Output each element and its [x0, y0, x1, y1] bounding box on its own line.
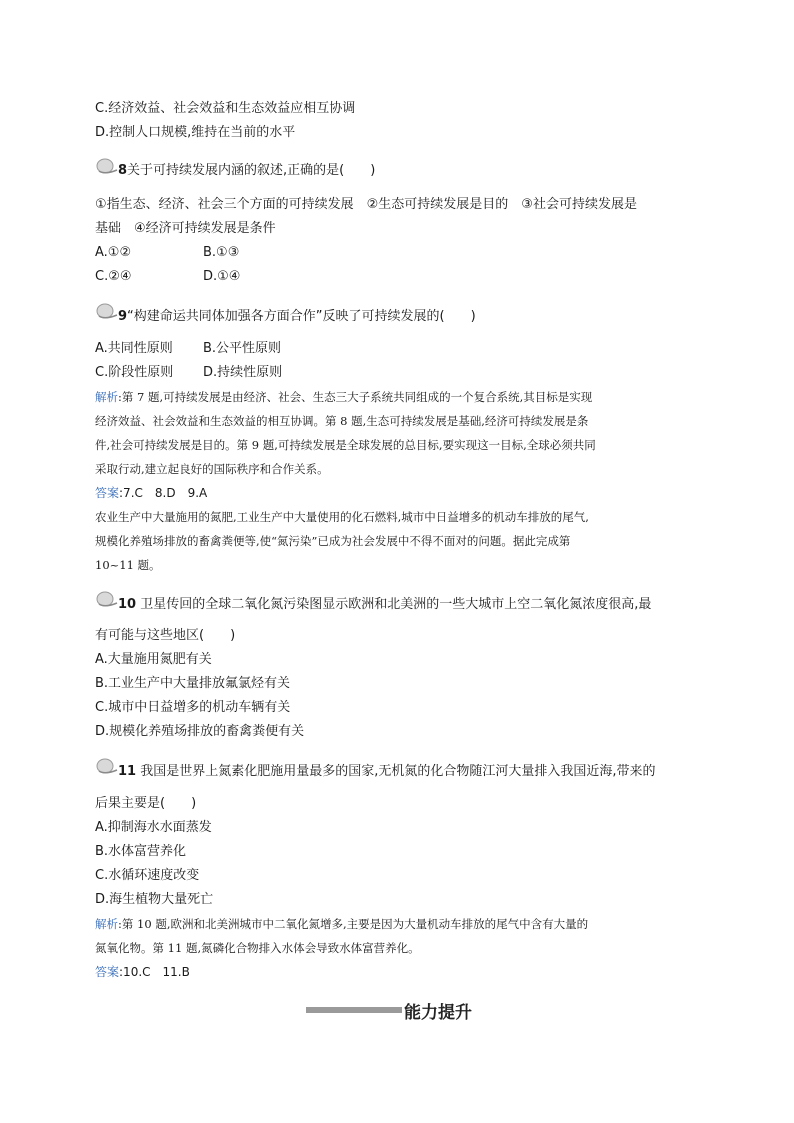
question-8-option-b: B.①③: [203, 245, 240, 260]
analysis-1-line4: 采取行动,建立起良好的国际秩序和合作关系。: [95, 462, 329, 476]
analysis-2-line1: 解析:第 10 题,欧洲和北美洲城市中二氧化氮增多,主要是因为大量机动车排放的尾气中含有大量的: [95, 917, 589, 931]
question-9-header: [118, 309, 476, 325]
question-8-option-d: D.①④: [203, 269, 241, 284]
question-8-statements-line2: 基础 ④经济可持续发展是条件: [95, 221, 276, 236]
question-10-option-c: C.城市中日益增多的机动车辆有关: [95, 700, 291, 715]
question-9-stem: “构建命运共同体加强各方面合作”反映了可持续发展的( ): [127, 309, 476, 324]
material-line2: 规模化养殖场排放的畜禽粪便等,使“氮污染”已成为社会发展中不得不面对的问题。据此完成第: [95, 534, 571, 548]
analysis-label: 解析: [95, 390, 118, 404]
answer-label: 答案: [95, 486, 120, 500]
analysis-2-line2: 氮氧化物。第 11 题,氮磷化合物排入水体会导致水体富营养化。: [95, 941, 420, 955]
question-11-option-b: B.水体富营养化: [95, 844, 187, 859]
section-bar: [306, 1007, 402, 1013]
question-10-number: 10: [118, 597, 137, 612]
option-d-prev: D.控制人口规模,维持在当前的水平: [95, 125, 296, 140]
question-9-option-b: B.公平性原则: [203, 341, 282, 356]
question-10-option-a: A.大量施用氮肥有关: [95, 652, 212, 667]
question-9-option-d: D.持续性原则: [203, 365, 283, 380]
section-heading: [306, 998, 472, 1022]
question-10-option-b: B.工业生产中大量排放氟氯烃有关: [95, 676, 291, 691]
answer-label: 答案: [95, 965, 120, 979]
question-8-stem: 关于可持续发展内涵的叙述,正确的是( ): [127, 163, 376, 178]
question-9-option-a: A.共同性原则: [95, 341, 173, 356]
question-10-stem-line2: 有可能与这些地区( ): [95, 628, 236, 643]
section-title: 能力提升: [404, 1002, 472, 1023]
question-10-header: [118, 597, 651, 613]
question-10-option-d: D.规模化养殖场排放的畜禽粪便有关: [95, 724, 305, 739]
question-8-option-a: A.①②: [95, 245, 132, 260]
question-11-option-d: D.海生植物大量死亡: [95, 892, 214, 907]
analysis-label: 解析: [95, 917, 118, 931]
answer-2: 答案:10.C 11.B: [95, 965, 190, 979]
question-11-number: 11: [118, 764, 137, 779]
question-11-stem-line2: 后果主要是( ): [95, 796, 197, 811]
analysis-1-line3: 件,社会可持续发展是目的。第 9 题,可持续发展是全球发展的总目标,要实现这一目标,全球必须共同: [95, 438, 596, 452]
analysis-1-line1: 解析:第 7 题,可持续发展是由经济、社会、生态三大子系统共同组成的一个复合系统,其目标是实现: [95, 390, 593, 404]
question-8-number: 8: [118, 163, 128, 178]
question-11-header: [118, 764, 656, 780]
question-11-stem-line1: 我国是世界上氮素化肥施用量最多的国家,无机氮的化合物随江河大量排入我国近海,带来的: [140, 764, 656, 779]
answer-1: 答案:7.C 8.D 9.A: [95, 486, 208, 500]
analysis-1-line2: 经济效益、社会效益和生态效益的相互协调。第 8 题,生态可持续发展是基础,经济可持续发展是条: [95, 414, 589, 428]
option-c-prev: C.经济效益、社会效益和生态效益应相互协调: [95, 101, 356, 116]
question-8-header: [118, 163, 375, 179]
question-9-option-c: C.阶段性原则: [95, 365, 174, 380]
question-11-option-c: C.水循环速度改变: [95, 868, 200, 883]
question-9-number: 9: [118, 309, 128, 324]
question-8-statements-line1: ①指生态、经济、社会三个方面的可持续发展 ②生态可持续发展是目的 ③社会可持续发展是: [95, 197, 637, 212]
material-line3: 10~11 题。: [95, 558, 161, 572]
question-10-stem-line1: 卫星传回的全球二氧化氮污染图显示欧洲和北美洲的一些大城市上空二氧化氮浓度很高,最: [140, 597, 652, 612]
question-8-option-c: C.②④: [95, 269, 132, 284]
material-line1: 农业生产中大量施用的氮肥,工业生产中大量使用的化石燃料,城市中日益增多的机动车排放的尾气,: [95, 510, 589, 524]
question-11-option-a: A.抑制海水水面蒸发: [95, 820, 212, 835]
